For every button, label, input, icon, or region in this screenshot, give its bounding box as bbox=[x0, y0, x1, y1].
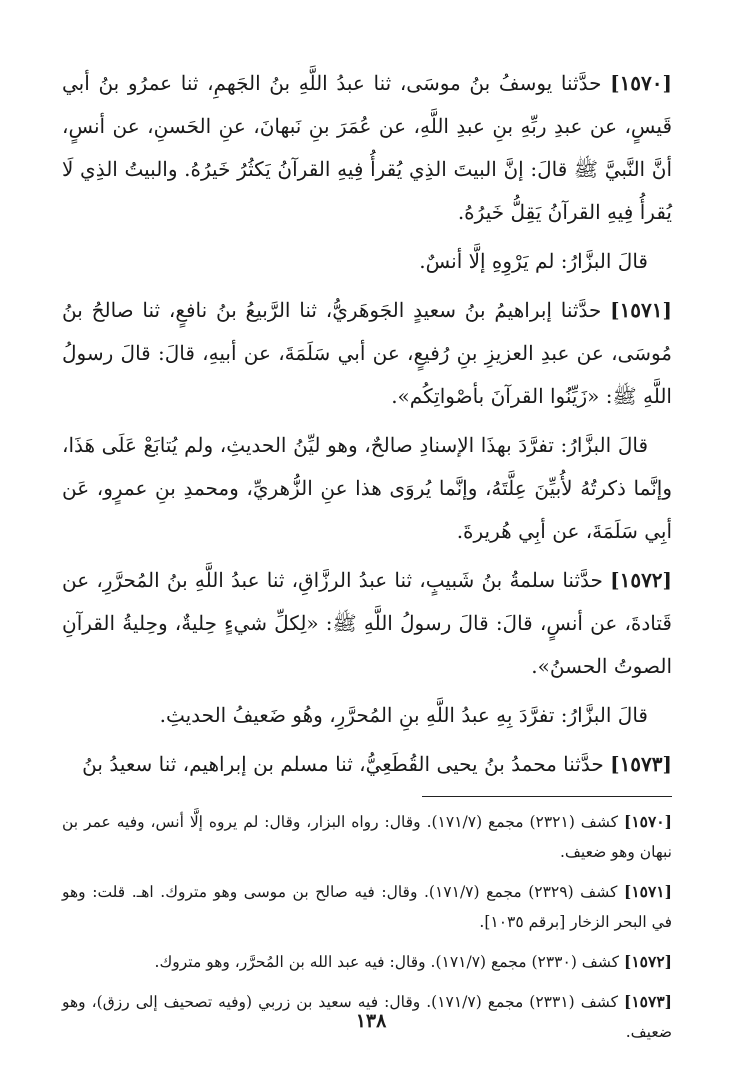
footnote-1571 bbox=[62, 877, 672, 937]
comment-text: قالَ البزَّارُ: تفرَّدَ بِهِ عبدُ اللَّهِ بنِ المُحرَّرِ، وهُو ضَعيفُ الحديثِ. bbox=[159, 703, 648, 727]
comment-text: قالَ البزَّارُ: لم يَرْوِهِ إلَّا أنسٌ. bbox=[419, 249, 648, 273]
hadith-1571 bbox=[62, 289, 672, 418]
bazzar-comment-1570 bbox=[62, 240, 672, 283]
hadith-number: [١٥٧٣] bbox=[610, 752, 672, 776]
footnote-text: كشف (٢٣٣٠) مجمع (١٧١/٧). وقال: فيه عبد الله بن المُحرَّر، وهو متروك. bbox=[154, 953, 620, 971]
footnote-text: كشف (٢٣٢٩) مجمع (١٧١/٧). وقال: فيه صالح بن موسى وهو متروك. اهـ. قلت: وهو في البحر الزخار [برقم ١٠٣٥]. bbox=[62, 883, 672, 931]
comment-text: قالَ البزَّارُ: تفرَّدَ بهذَا الإسنادِ صالحٌ، وهو ليِّنُ الحديثِ، ولم يُتابَعْ عَلَى هَذَا، وإنَّما ذكرتُهُ لأُبيِّنَ عِلَّتَهُ، وإنَّما يُروَى هذا عنِ الزُّهريِّ، ومحمدِ بنِ عمرٍو، عَن أبِي سَلَمَةَ، عن أبِي هُريرةَ. bbox=[62, 433, 672, 543]
footnote-text: كشف (٢٣٣١) مجمع (١٧١/٧). وقال: فيه سعيد بن زربي (وفيه تصحيف إلى رزق)، وهو ضعيف. bbox=[62, 993, 672, 1041]
bazzar-comment-1572 bbox=[62, 694, 672, 737]
hadith-number: [١٥٧١] bbox=[610, 298, 672, 322]
hadith-text: حدَّثنا إبراهيمُ بنُ سعيدٍ الجَوهَريُّ، ثنا الرَّبيعُ بنُ نافعٍ، ثنا صالحُ بنُ مُوسَى، عن عبدِ العزيزِ بنِ رُفيعٍ، عن أبي سَلَمَةَ، عن أبيهِ، قالَ: قالَ رسولُ اللَّهِ ﷺ: «زَيِّنُوا القرآنَ بأصْواتِكُم». bbox=[62, 298, 672, 408]
footnote-1572 bbox=[62, 947, 672, 977]
hadith-number: [١٥٧٢] bbox=[610, 568, 673, 592]
footnote-number: [١٥٧١] bbox=[623, 882, 672, 901]
footnote-number: [١٥٧٣] bbox=[624, 992, 672, 1011]
hadith-text: حدَّثنا محمدُ بنُ يحيى القُطَعِيُّ، ثنا مسلم بن إبراهيم، ثنا سعيدُ بنُ bbox=[82, 752, 604, 776]
footnote-number: [١٥٧٢] bbox=[624, 952, 672, 971]
footnote-text: كشف (٢٣٢١) مجمع (١٧١/٧). وقال: رواه البزار، وقال: لم يروه إلَّا أنس، وفيه عمر بن نبهان وهو ضعيف. bbox=[62, 813, 672, 861]
footnote-number: [١٥٧٠] bbox=[623, 812, 672, 831]
hadith-1573 bbox=[62, 743, 672, 786]
bazzar-comment-1571 bbox=[62, 424, 672, 553]
hadith-text: حدَّثنا يوسفُ بنُ موسَى، ثنا عبدُ اللَّهِ بنُ الجَهمِ، ثنا عمرُو بنُ أبي قَيسٍ، عن عبدِ ربِّهِ بنِ عبدِ اللَّهِ، عن عُمَرَ بنِ نَبهانَ، عنِ الحَسنِ، عن أنسٍ، أنَّ النَّبيَّ ﷺ قالَ: إنَّ البيتَ الذِي يُقرأُ فِيهِ القرآنُ يَكثُرُ خَيرُهُ. والبيتُ الذِي لَا يُقرأُ فِيهِ القرآنُ يَقِلُّ خَيرُهُ. bbox=[62, 71, 672, 224]
footnote-divider bbox=[422, 796, 672, 797]
footnote-1570 bbox=[62, 807, 672, 867]
main-text bbox=[62, 62, 672, 786]
hadith-1570 bbox=[62, 62, 672, 234]
hadith-number: [١٥٧٠] bbox=[610, 71, 672, 95]
hadith-text: حدَّثنا سلمةُ بنُ شَبيبٍ، ثنا عبدُ الرزَّاقِ، ثنا عبدُ اللَّهِ بنُ المُحرَّرِ، عن قَتادةَ، عن أنسٍ، قالَ: قالَ رسولُ اللَّهِ ﷺ: «لِكلِّ شيءٍ حِليةٌ، وحِليةُ القرآنِ الصوتُ الحسنُ». bbox=[62, 568, 672, 678]
page-number: ١٣٨ bbox=[355, 1010, 387, 1032]
hadith-1572 bbox=[62, 559, 672, 688]
